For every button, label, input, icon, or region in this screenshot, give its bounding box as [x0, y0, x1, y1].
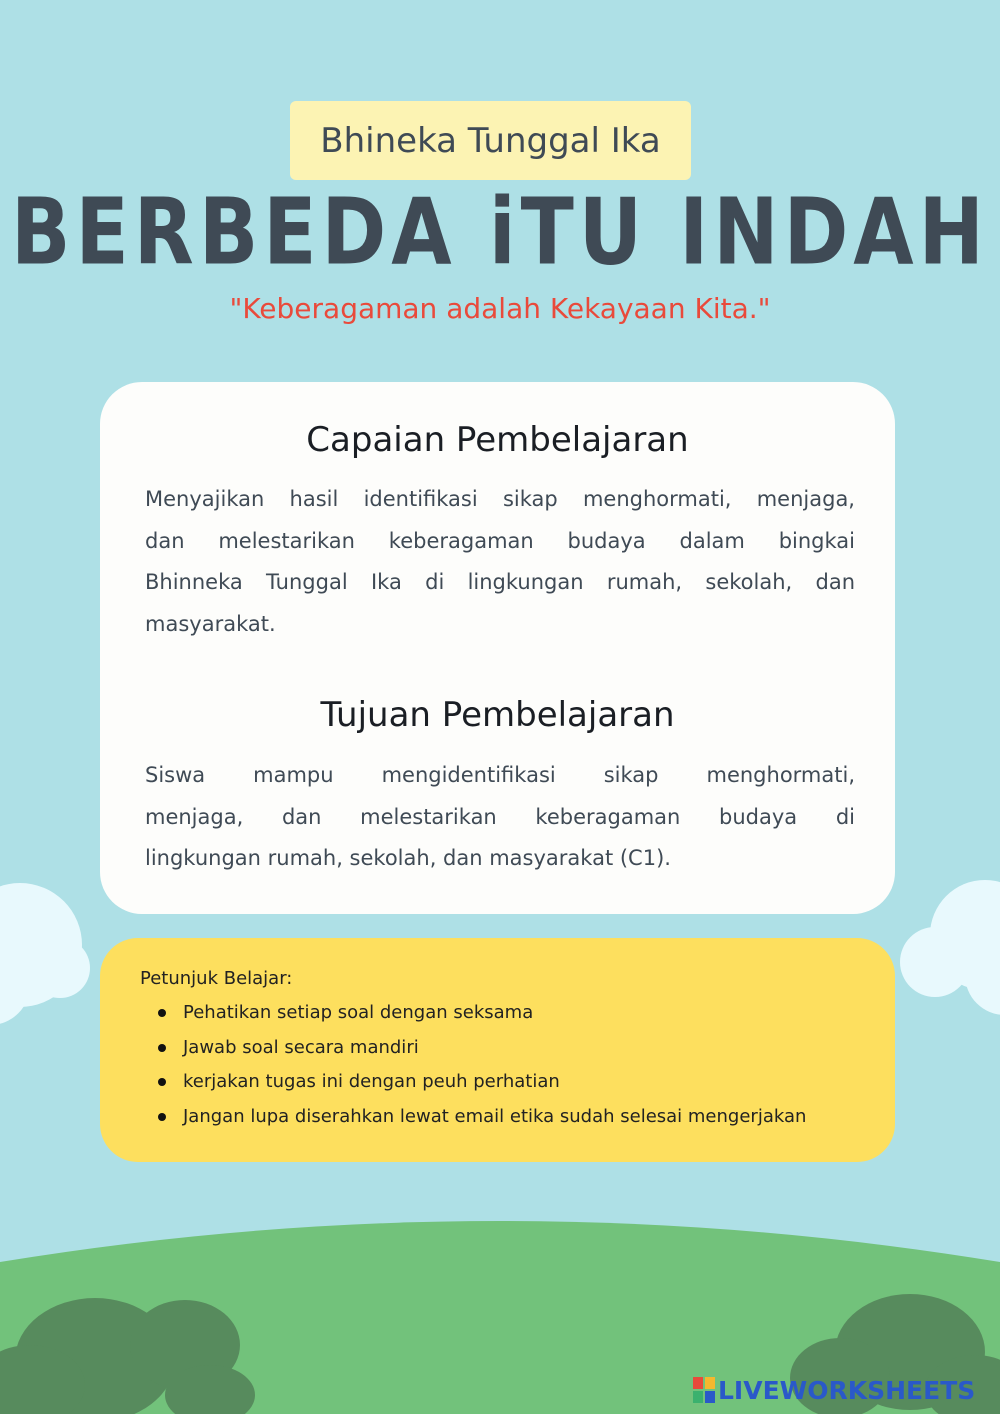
- capaian-text: [145, 479, 855, 645]
- tujuan-line: Siswa mampu mengidentifikasi sikap menghormati,: [145, 763, 855, 787]
- motto-quote: "Keberagaman adalah Kekayaan Kita.": [229, 292, 771, 325]
- learning-info-card: [100, 382, 895, 914]
- capaian-line: Bhinneka Tunggal Ika di lingkungan rumah, sekolah, dan: [145, 570, 855, 594]
- instruction-item: [140, 1100, 806, 1135]
- brand-name: LIVEWORKSHEETS: [718, 1375, 976, 1405]
- tujuan-text: [145, 755, 855, 880]
- cloud-right: [900, 880, 1000, 1015]
- capaian-heading: Capaian Pembelajaran: [306, 420, 689, 460]
- tujuan-line: lingkungan rumah, sekolah, dan masyarakat (C1).: [145, 846, 671, 870]
- liveworksheets-brand[interactable]: [692, 1372, 975, 1408]
- bullet-icon: [158, 1009, 166, 1017]
- instruction-item: [140, 1065, 806, 1100]
- instruction-text: Jawab soal secara mandiri: [183, 1036, 419, 1058]
- bullet-icon: [158, 1078, 166, 1086]
- instruction-item: [140, 996, 806, 1031]
- liveworksheets-logo-icon: [692, 1375, 716, 1405]
- instruction-text: Jangan lupa diserahkan lewat email etika sudah selesai mengerjakan: [183, 1105, 807, 1127]
- cloud-left: [0, 883, 90, 1025]
- capaian-line: Menyajikan hasil identifikasi sikap menghormati, menjaga,: [145, 487, 855, 511]
- instruction-item: [140, 1031, 806, 1066]
- subject-tag: Bhineka Tunggal Ika: [290, 101, 691, 180]
- tujuan-line: menjaga, dan melestarikan keberagaman budaya di: [145, 804, 855, 829]
- tujuan-heading: Tujuan Pembelajaran: [320, 695, 675, 735]
- instruction-text: Pehatikan setiap soal dengan seksama: [183, 1002, 534, 1023]
- capaian-line: dan melestarikan keberagaman budaya dalam bingkai: [145, 528, 855, 553]
- page-title: BERBEDA iTU INDAH: [11, 179, 989, 287]
- instruction-text: kerjakan tugas ini dengan peuh perhatian: [183, 1071, 560, 1092]
- bullet-icon: [158, 1113, 166, 1121]
- capaian-line: masyarakat.: [145, 611, 276, 636]
- bullet-icon: [158, 1044, 166, 1052]
- study-instructions-box: [100, 938, 895, 1162]
- instructions-title: Petunjuk Belajar:: [140, 968, 293, 989]
- instructions-list: [140, 996, 806, 1134]
